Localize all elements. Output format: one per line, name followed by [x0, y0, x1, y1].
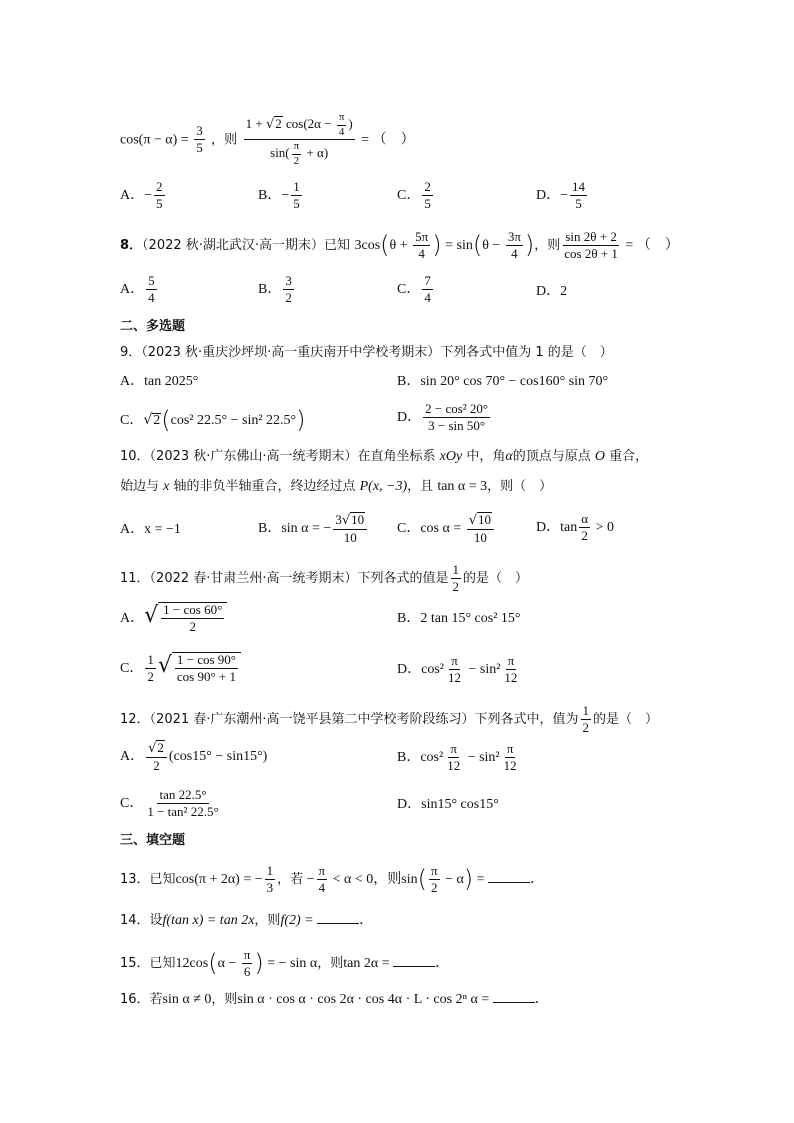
q9-stem: 9．（2023 秋·重庆沙坪坝·高一重庆南开中学校考期末）下列各式中值为 1 的是（ ） — [120, 345, 613, 360]
q10-option-d[interactable]: D．tan $\frac{\alpha}{2}$ > 0 — [536, 511, 614, 543]
q8-option-a[interactable]: A． $\frac{5}{4}$ — [120, 273, 155, 305]
q14-answer-blank[interactable] — [317, 911, 359, 924]
q11-option-c[interactable]: C． $\frac{1}{2}$ √ $\frac{1 - \cos 90^\circ}{\cos 90^\circ + 1}$ — [120, 652, 241, 683]
q14-stem: 14．设f(tan x) = tan 2x，则f(2) = ． — [120, 913, 374, 928]
q10-option-c[interactable]: C．cos α = $\frac{√10}{10}$ — [397, 512, 496, 544]
q10-option-a[interactable]: A．x = −1 — [120, 522, 181, 537]
q7-lhs-fraction: $\frac{3}{5}$ — [196, 123, 203, 156]
q8-option-c[interactable]: C． $\frac{7}{4}$ — [397, 273, 431, 305]
q8-option-d[interactable]: D．2 — [536, 284, 568, 299]
q7-option-d[interactable]: D．− $\frac{14}{5}$ — [536, 179, 586, 211]
q10-stem-line1: 10．（2023 秋·广东佛山·高一统考期末）在直角坐标系 xOy 中，角α的顶点与原点 O 重合， — [120, 449, 649, 464]
q13-stem: 13．已知cos(π + 2α) = − $\frac{1}{3}$ ，若 − $\frac{\pi}{4}$ < α < 0，则sin( $\frac{\pi}{2}$ − α) = ． — [120, 863, 545, 895]
q9-option-d[interactable]: D． $\frac{\text{2 − cos² 20°}}{3 - \sin 50^\circ}$ — [397, 401, 489, 433]
q7-expression-fraction: 1 + √2 cos(2α − $\frac{\pi}{4}$ ) sin( $\frac{\pi}{2}$ + α) — [245, 111, 353, 167]
section-multiple-choice-title: 二、多选题 — [120, 319, 186, 334]
q15-stem: 15．已知12cos(α − $\frac{\pi}{6}$ ) = − sin α，则tan 2α = ． — [120, 947, 450, 979]
q11-option-b[interactable]: B．2 tan 15° cos² 15° — [397, 611, 521, 626]
q16-answer-blank[interactable] — [493, 990, 535, 1003]
q10-stem-line2: 始边与 x 轴的非负半轴重合，终边经过点 P(x, −3)，且 tan α = 3，则（ ） — [120, 479, 553, 494]
q9-option-c[interactable]: C．√2(cos² 22.5° − sin² 22.5°) — [120, 406, 306, 434]
q9-option-b[interactable]: B．sin 20° cos 70° − cos160° sin 70° — [397, 374, 609, 389]
q12-option-c[interactable]: C． $\frac{\tan 22.5^\circ}{\text{1 − tan² 22.5°}}$ — [120, 787, 219, 819]
q12-option-b[interactable]: B．cos² $\frac{\pi}{12}$ − sin² $\frac{\pi}{12}$ — [397, 741, 517, 773]
q12-option-d[interactable]: D．sin15° cos15° — [397, 797, 499, 812]
q10-option-b[interactable]: B．sin α = − $\frac{3√10}{10}$ — [258, 512, 369, 544]
q11-option-d[interactable]: D．cos² $\frac{\pi}{12}$ − sin² $\frac{\pi}{12}$ — [397, 653, 518, 685]
q8-option-b[interactable]: B． $\frac{3}{2}$ — [258, 273, 292, 305]
q15-answer-blank[interactable] — [393, 954, 435, 967]
q7-option-a[interactable]: A．− $\frac{2}{5}$ — [120, 179, 163, 211]
q12-option-a[interactable]: A． $\frac{√2}{2}$ (cos15° − sin15°) — [120, 740, 268, 773]
q9-option-a[interactable]: A．tan 2025° — [120, 374, 199, 389]
q11-stem: 11．（2022 春·甘肃兰州·高一统考期末）下列各式的值是 $\frac{1}{2}$ 的是（ ） — [120, 562, 529, 594]
q13-answer-blank[interactable] — [488, 870, 530, 883]
q7-lhs: cos(π − α) = — [120, 132, 193, 148]
q12-stem: 12．（2021 春·广东潮州·高一饶平县第二中学校考阶段练习）下列各式中，值为 $\frac{1}{2}$ 的是（ ） — [120, 703, 659, 735]
q7-option-c[interactable]: C． $\frac{2}{5}$ — [397, 179, 431, 211]
q16-stem: 16．若sin α ≠ 0，则sin α · cos α · cos 2α · cos 4α · L · cos 2ⁿ α = ． — [120, 992, 549, 1007]
section-fill-in-title: 三、填空题 — [120, 833, 186, 848]
q7-stem: cos(π − α) = $\frac{3}{5}$ ，则 1 + √2 cos(2α − $\frac{\pi}{4}$ ) sin( $\frac{\pi}{2}$ + α) = （ ） — [120, 111, 415, 167]
q11-option-a[interactable]: A．√ $\frac{1 - \cos 60^\circ}{2}$ — [120, 602, 227, 633]
q8-stem: 8．（2022 秋·湖北武汉·高一期末）已知 3cos(θ + $\frac{5\pi}{4}$ ) = sin(θ − $\frac{3\pi}{4}$ )，则 $\frac{\sin 2\theta + 2}{\cos 2\theta + 1}$ = （ ） — [120, 229, 679, 261]
q7-option-b[interactable]: B．− $\frac{1}{5}$ — [258, 179, 300, 211]
